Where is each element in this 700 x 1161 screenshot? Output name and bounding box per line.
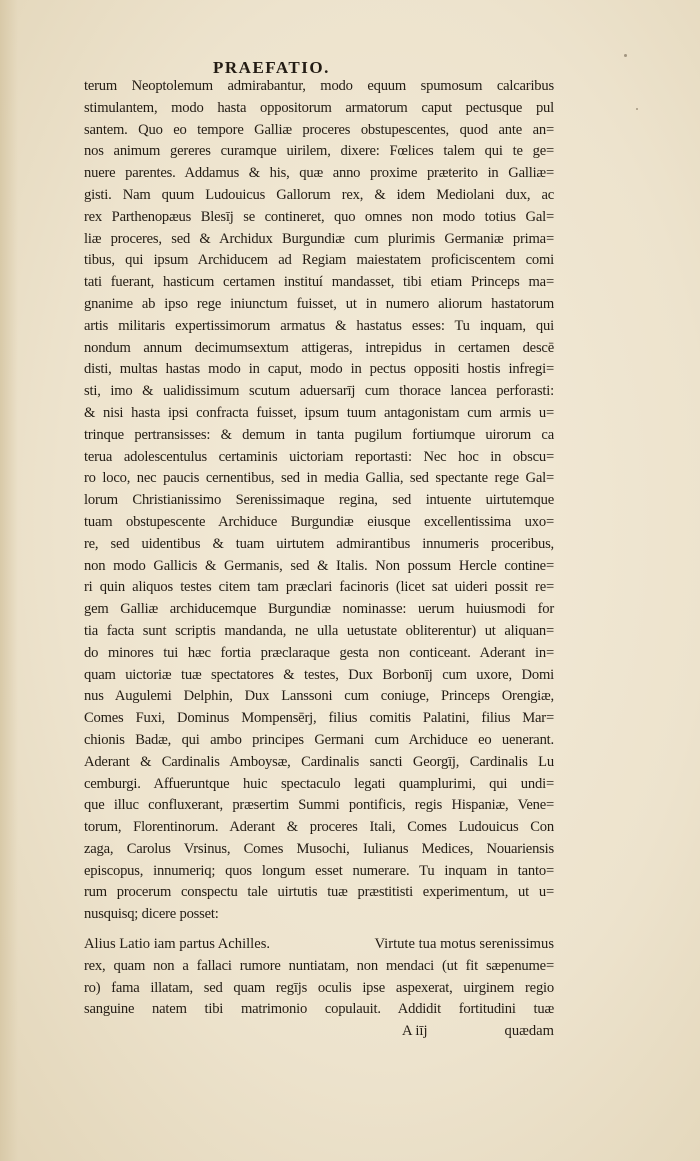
text-line: zaga, Carolus Vrsinus, Comes Musochi, Iulianus Medices, Nouariensis (84, 840, 554, 857)
text-line: sti, imo & ualidissimum scutum aduersarīj cum thorace lancea perforasti: (84, 383, 554, 400)
text-line: terum Neoptolemum admirabantur, modo equum spumosum calcaribus (84, 78, 554, 94)
text-line: gem Galliæ archiducemque Burgundiæ nominasse: uerum huiusmodi for (84, 601, 554, 618)
closing-paragraph (84, 956, 554, 1021)
text-line: gisti. Nam quum Ludouicus Gallorum rex, & idem Mediolani dux, ac (84, 186, 554, 203)
main-paragraph (84, 76, 554, 926)
text-line: terua adolescentulus certaminis uictoriam reportasti: Nec hoc in obscu= (84, 448, 554, 465)
text-line: nusquisq; dicere posset: (84, 906, 219, 923)
text-line: disti, multas hastas modo in caput, modo in pectus oppositi hostis infregi= (84, 361, 554, 378)
running-head: PRAEFATIO. (213, 58, 330, 77)
text-line: liæ proceres, sed & Archidux Burgundiæ cum plurimis Germaniæ prima= (84, 230, 554, 247)
text-line: artis militaris expertissimorum armatus & hastatus esses: Tu inquam, qui (84, 317, 554, 334)
text-line: stimulantem, modo hasta oppositorum armatorum caput pectusque pul (84, 99, 554, 116)
text-line: nuere parentes. Addamus & his, quæ anno proxime præterito in Galliæ= (84, 165, 554, 182)
text-line: tibus, qui ipsum Archiducem ad Regiam maiestatem proficiscentem comi (84, 252, 554, 269)
text-line: ro loco, nec paucis cernentibus, sed in media Gallia, sed spectante rege Gal= (84, 470, 554, 487)
page-gutter-shadow (0, 0, 18, 1161)
text-line: chionis Badæ, qui ambo principes Germani cum Archiduce eo uenerant. (84, 731, 554, 748)
text-line: Comes Fuxi, Dominus Mompensērj, filius comitis Palatini, filius Mar= (84, 710, 554, 727)
text-line: non modo Gallicis & Germanis, sed & Italis. Non possum Hercle contine= (84, 557, 554, 574)
text-line: ri quin aliquos testes citem tam præclari facinoris (licet sat uideri possit re= (84, 579, 554, 596)
text-line: que illuc confluxerant, præsertim Summi pontificis, regis Hispaniæ, Vene= (84, 797, 554, 814)
text-line: torum, Florentinorum. Aderant & proceres Itali, Comes Ludouicus Con (84, 819, 554, 836)
text-line: tati fuerant, hasticum certamen instituí mandasset, tibi etiam Princeps ma= (84, 274, 554, 291)
body-text (84, 76, 554, 1043)
ink-speck (636, 108, 638, 110)
text-line: do minores tui hæc fortia præclaraque gesta non conticeant. Aderant in= (84, 644, 554, 661)
verse-line (84, 934, 554, 956)
text-line: lorum Christianissimo Serenissimaque regina, sed intuente uirtutemque (84, 492, 554, 509)
text-line: tia facta sunt scriptis mandanda, ne ulla uetustate obliterentur) ut aliquan= (84, 622, 554, 639)
text-line: rex Parthenopæus Blesīj se contineret, quo omnes non modo totius Gal= (84, 208, 554, 225)
signature-mark: A iīj (402, 1023, 428, 1040)
text-line: rum procerum conspectu tale uirtutis tuæ præstitisti experimentum, ut u= (84, 884, 554, 901)
verse-quote: Alius Latio iam partus Achilles. (84, 936, 271, 953)
text-line: rex, quam non a fallaci rumore nuntiatam, non mendaci (ut fit sæpenume= (84, 957, 554, 974)
signature-line (84, 1021, 554, 1043)
text-line: gnanime ab ipso rege iniunctum fuisset, ut in numero aliorum hastatorum (84, 295, 554, 312)
text-line: ro) fama illatam, sed quam regījs oculis ipse aspexerat, uirginem regio (84, 979, 554, 996)
text-line: cemburgi. Affueruntque huic spectaculo legati quamplurimi, qui undi= (84, 775, 554, 792)
ink-speck (624, 54, 627, 57)
text-line: nus Augulemi Delphin, Dux Lanssoni cum coniuge, Princeps Orengiæ, (84, 688, 554, 705)
text-line: re, sed uidentibus & tuam uirtutem admirantibus innumeris proceribus, (84, 535, 554, 552)
text-line: nos animum gereres curamque uirilem, dixere: Fœlices talem qui te ge= (84, 143, 554, 160)
text-line: tuam obstupescente Archiduce Burgundiæ eiusque excellentissima uxo= (84, 513, 554, 530)
text-line: nondum annum decimumsextum attigeras, intrepidus in certamen descē (84, 339, 554, 356)
verse-continuation: Virtute tua motus serenissimus (374, 936, 554, 953)
text-line: santem. Quo eo tempore Galliæ proceres obstupescentes, quod ante an= (84, 121, 554, 138)
catchword: quædam (504, 1023, 554, 1040)
text-line: episcopus, innumeriq; quos longum esset numerare. Tu inquam in tanto= (84, 862, 554, 879)
text-line: & nisi hasta ipsi confracta fuisset, ipsum tuum antagonistam cum armis u= (84, 404, 554, 421)
text-line: Aderant & Cardinalis Amboysæ, Cardinalis sancti Georgīj, Cardinalis Lu (84, 753, 554, 770)
text-line: quam uictoriæ tuæ spectatores & testes, Dux Borbonīj cum uxore, Domi (84, 666, 554, 683)
text-line: trinque pertransisses: & demum in tanta pugilum fortiumque uirorum ca (84, 426, 554, 443)
text-line: sanguine natem tibi matrimonio copulauit. Addidit fortitudini tuæ (84, 1001, 554, 1018)
verse-gap (84, 926, 554, 934)
